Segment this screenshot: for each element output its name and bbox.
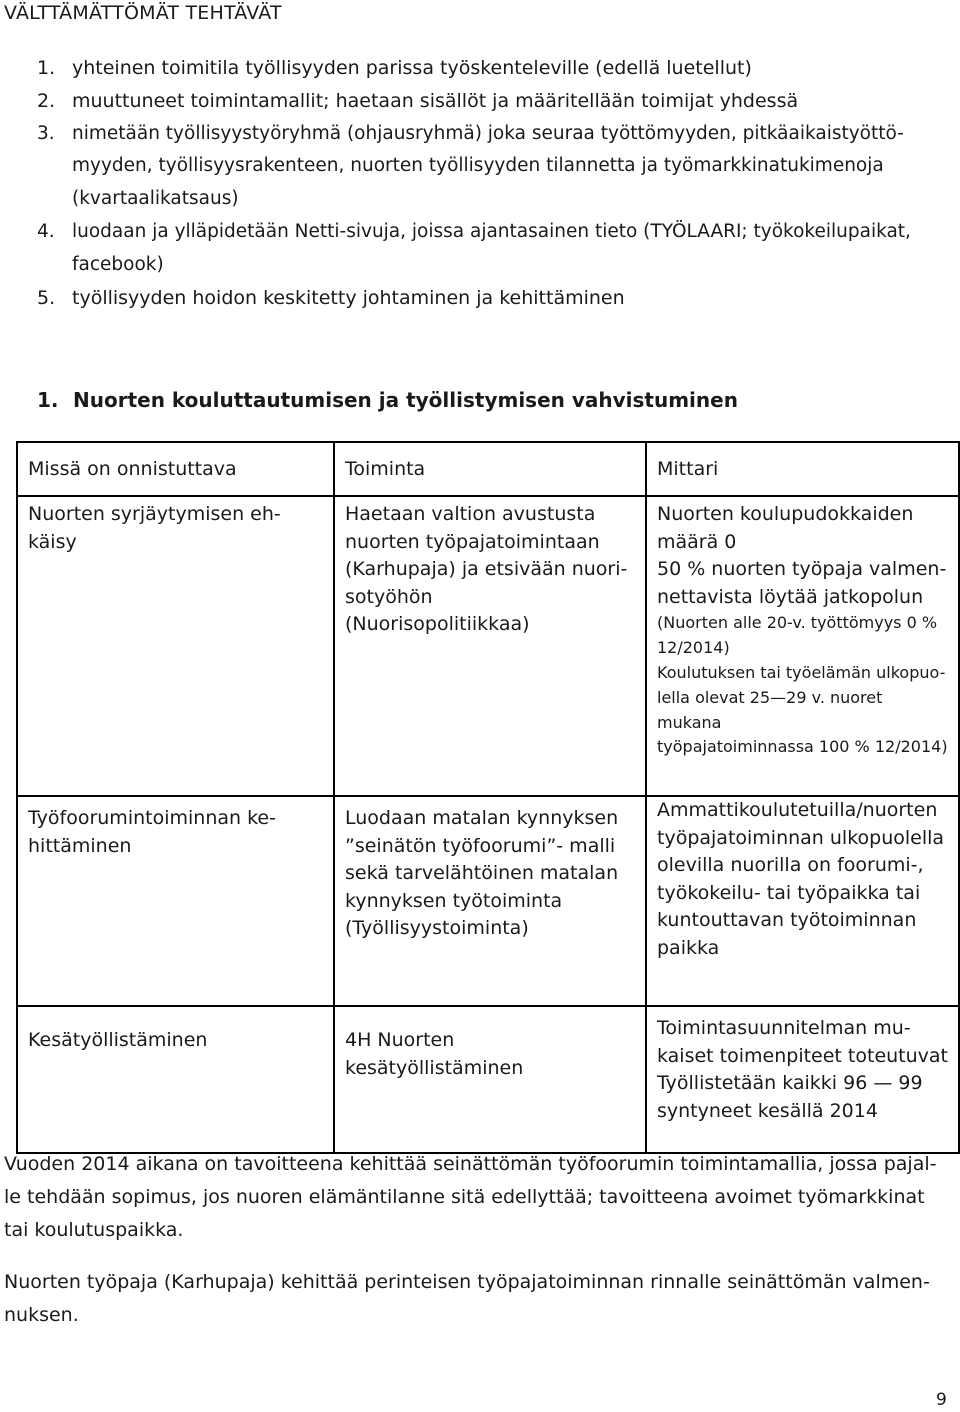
- column-header-goal: Missä on onnistuttava: [17, 442, 334, 496]
- cell-line: kuntouttavan työtoiminnan: [657, 909, 917, 932]
- task-item: [0, 216, 958, 282]
- cell-line: Toimintasuunnitelman mu-: [657, 1017, 911, 1039]
- body-paragraph: [4, 1148, 954, 1247]
- cell-line: työpajatoiminnan ulkopuolella: [657, 826, 945, 849]
- cell-line: nuorten työpajatoimintaan: [345, 530, 600, 553]
- cell-line: olevilla nuorilla on foorumi-,: [657, 854, 924, 877]
- section-number: 1.: [37, 388, 59, 412]
- cell-line: hittäminen: [28, 834, 132, 857]
- task-number: 5.: [37, 286, 56, 309]
- task-item: [0, 282, 958, 315]
- table-header-row: [17, 442, 959, 496]
- task-number: 1.: [37, 57, 56, 79]
- body-paragraph: [4, 1266, 954, 1332]
- section-title: [37, 388, 738, 412]
- column-header-metric: Mittari: [646, 442, 959, 496]
- goals-table: [16, 441, 960, 1154]
- cell-line: 4H Nuorten kesätyöllistäminen: [345, 1029, 524, 1079]
- task-line: yhteinen toimitila työllisyyden parissa työskenteleville (edellä luetellut): [72, 57, 752, 79]
- task-line: (kvartaalikatsaus): [72, 188, 239, 210]
- action-cell: [334, 796, 646, 1006]
- column-header-action: Toiminta: [334, 442, 646, 496]
- section-title-text: Nuorten kouluttautumisen ja työllistymisen vahvistuminen: [73, 388, 738, 412]
- table-row: [17, 796, 959, 1006]
- cell-line: syntyneet kesällä 2014: [657, 1099, 878, 1122]
- paragraph-line: nuksen.: [4, 1304, 79, 1326]
- cell-line: (Työllisyystoiminta): [345, 917, 529, 940]
- cell-line: työpajatoiminnassa 100 % 12/2014): [657, 737, 948, 757]
- table-row: [17, 1006, 959, 1153]
- task-number: 4.: [37, 220, 55, 242]
- cell-line: Nuorten syrjäytymisen eh-: [28, 503, 281, 525]
- cell-line: Luodaan matalan kynnyksen: [345, 807, 619, 829]
- task-item: [0, 85, 958, 118]
- task-list: [0, 52, 958, 314]
- cell-line: käisy: [28, 530, 77, 553]
- task-line: muuttuneet toimintamallit; haetaan sisällöt ja määritellään toimijat yhdessä: [72, 89, 799, 112]
- paragraph-line: le tehdään sopimus, jos nuoren elämäntilanne sitä edellyttää; tavoitteena avoimet työmarkkinat: [4, 1186, 925, 1208]
- task-line: luodaan ja ylläpidetään Netti-sivuja, joissa ajantasainen tieto (TYÖLAARI; työkokeilupaikat,: [72, 220, 911, 242]
- task-line: nimetään työllisyystyöryhmä (ohjausryhmä) joka seuraa työttömyyden, pitkäaikaistyöttö-: [72, 122, 904, 144]
- page-heading: VÄLTTÄMÄTTÖMÄT TEHTÄVÄT: [4, 2, 282, 24]
- cell-line: (Nuorten alle 20-v. työttömyys 0 %: [657, 613, 938, 633]
- page-number: 9: [936, 1390, 947, 1410]
- cell-line: Työfoorumintoiminnan ke-: [28, 807, 276, 829]
- goal-cell: [17, 496, 334, 796]
- cell-line: määrä 0: [657, 530, 737, 553]
- cell-line: sekä tarvelähtöinen matalan: [345, 862, 619, 885]
- task-line: facebook): [72, 253, 164, 275]
- cell-line: työkokeilu- tai työpaikka tai: [657, 881, 921, 904]
- goal-cell: [17, 1006, 334, 1153]
- cell-line: 12/2014): [657, 638, 730, 658]
- task-number: 3.: [37, 122, 55, 144]
- paragraph-line: tai koulutuspaikka.: [4, 1219, 184, 1241]
- task-item: [0, 52, 958, 85]
- cell-line: kynnyksen työtoiminta: [345, 889, 563, 912]
- task-number: 2.: [37, 89, 56, 112]
- metric-cell: [646, 1006, 959, 1153]
- cell-line: Kesätyöllistäminen: [28, 1029, 208, 1051]
- cell-line: sotyöhön: [345, 585, 433, 608]
- metric-cell: [646, 496, 959, 796]
- paragraph-line: Vuoden 2014 aikana on tavoitteena kehittää seinättömän työfoorumin toimintamallia, jossa pajal-: [4, 1153, 937, 1175]
- cell-line: Haetaan valtion avustusta: [345, 503, 596, 525]
- cell-line: (Nuorisopolitiikkaa): [345, 613, 530, 636]
- task-line: työllisyyden hoidon keskitetty johtaminen ja kehittäminen: [72, 286, 625, 309]
- action-cell: [334, 496, 646, 796]
- goal-cell: [17, 796, 334, 1006]
- cell-line: kaiset toimenpiteet toteutuvat: [657, 1044, 949, 1067]
- cell-line: (Karhupaja) ja etsivään nuori-: [345, 558, 628, 581]
- cell-line: 50 % nuorten työpaja valmen-: [657, 558, 947, 581]
- task-line: myyden, työllisyysrakenteen, nuorten työllisyyden tilannetta ja työmarkkinatukimenoja: [72, 155, 884, 177]
- cell-line: ”seinätön työfoorumi”- malli: [345, 834, 616, 857]
- cell-line: nettavista löytää jatkopolun: [657, 585, 924, 608]
- paragraph-line: Nuorten työpaja (Karhupaja) kehittää perinteisen työpajatoiminnan rinnalle seinättömän valmen-: [4, 1271, 930, 1293]
- cell-line: Koulutuksen tai työelämän ulkopuo-: [657, 662, 946, 682]
- cell-line: Ammattikoulutetuilla/nuorten: [657, 799, 938, 821]
- table-row: [17, 496, 959, 796]
- action-cell: [334, 1006, 646, 1153]
- cell-line: Nuorten koulupudokkaiden: [657, 503, 914, 525]
- cell-line: paikka: [657, 936, 720, 959]
- metric-cell: [646, 796, 959, 1006]
- task-item: [0, 118, 958, 216]
- cell-line: lella olevat 25—29 v. nuoret mukana: [657, 687, 883, 732]
- cell-line: Työllistetään kaikki 96 — 99: [657, 1072, 923, 1095]
